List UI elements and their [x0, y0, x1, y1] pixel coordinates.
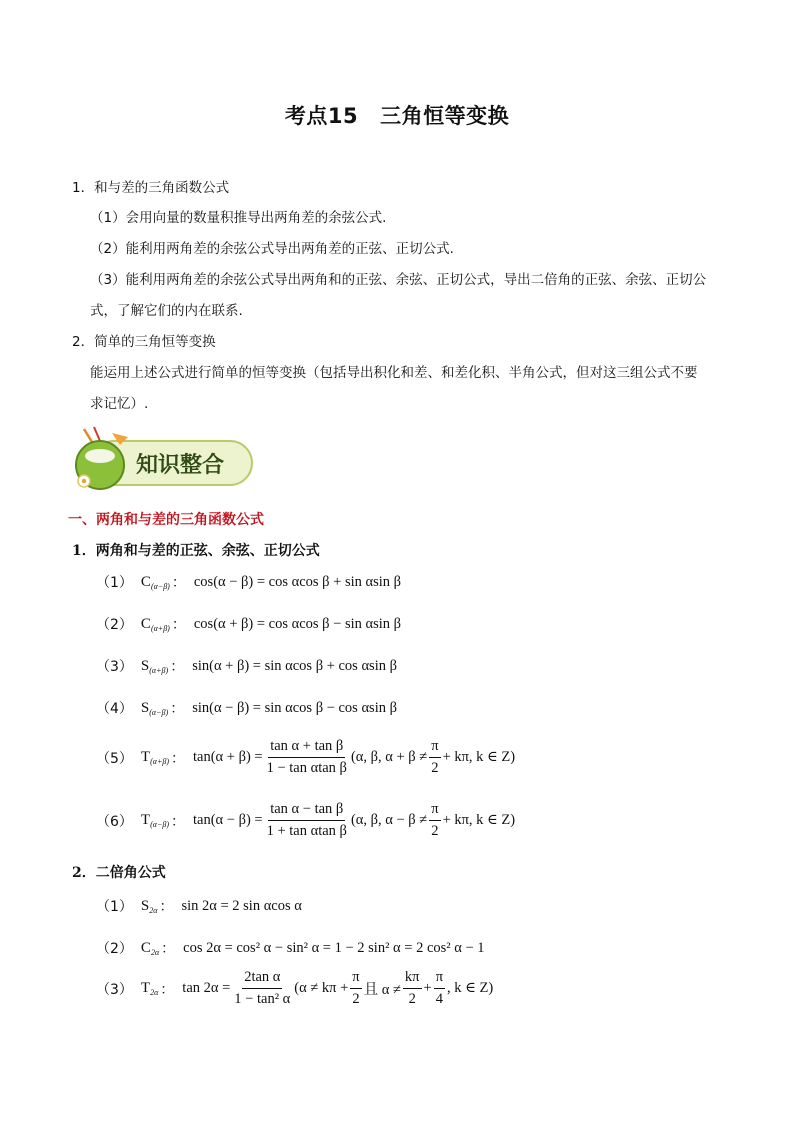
outline-heading-1: 1．和与差的三角函数公式: [72, 180, 230, 196]
fraction: $\frac{\pi}{4}$: [435, 969, 444, 1007]
title-main: 考点15: [284, 104, 359, 128]
outline-item: （1）会用向量的数量积推导出两角差的余弦公式.: [90, 210, 387, 226]
badge-label: 知识整合: [135, 453, 225, 478]
page-title: [0, 100, 794, 130]
outline-item: （2）能利用两角差的余弦公式导出两角差的正弦、正切公式.: [90, 241, 454, 257]
outline-item: 能运用上述公式进行简单的恒等变换（包括导出积化和差、和差化积、半角公式，但对这三组公式不要: [90, 365, 698, 381]
fraction: $\frac{\pi}{2}$: [352, 969, 360, 1007]
fraction: $\frac{\pi}{2}$: [431, 738, 439, 776]
fraction: $\frac{\pi}{2}$: [431, 801, 439, 839]
outline-item: 式，了解它们的内在联系.: [90, 303, 243, 319]
subsection-heading: 2．二倍角公式: [72, 865, 166, 881]
formula-expression: cos 2α = cos² α − sin² α = 1 − 2 sin² α = 2 cos² α − 1: [183, 939, 485, 956]
section-heading: 一、两角和与差的三角函数公式: [68, 512, 264, 528]
formula-row: （1） $C_{(\alpha-\beta)}$ ： cos(α − β) = cos αcos β + sin αsin β: [96, 573, 402, 591]
formula-expression: cos(α − β) = cos αcos β + sin αsin β: [193, 573, 402, 590]
fraction: $\frac{\text{tan α − tan β}}{\text{1 + tan αtan β}}$: [266, 801, 347, 839]
formula-expression: sin(α + β) = sin αcos β + cos αsin β: [192, 657, 397, 674]
formula-row: （2） $C_{2\alpha}$ ： cos 2α = cos² α − sin² α = 1 − 2 sin² α = 2 cos² α − 1: [96, 939, 485, 957]
knowledge-badge: [70, 425, 256, 491]
flower-icon: [78, 475, 90, 487]
fraction: $\frac{\text{tan α + tan β}}{\text{1 − tan αtan β}}$: [266, 738, 347, 776]
outline-item: 求记忆）.: [90, 396, 149, 412]
formula-row: （2） $C_{(\alpha+\beta)}$ ： cos(α + β) = cos αcos β − sin αsin β: [96, 615, 402, 633]
formula-expression: cos(α + β) = cos αcos β − sin αsin β: [193, 615, 402, 632]
fraction: $\frac{k\pi}{2}$: [404, 969, 420, 1007]
title-sub: 三角恒等变换: [380, 104, 510, 128]
outline-heading-2: 2．简单的三角恒等变换: [72, 334, 216, 350]
formula-row: （1） $S_{2\alpha}$ ： sin 2α = 2 sin αcos α: [96, 897, 302, 915]
formula-row: （3） $S_{(\alpha+\beta)}$ ： sin(α + β) = sin αcos β + cos αsin β: [96, 657, 397, 675]
formula-row: （3） $T_{2\alpha}$ ： tan 2α = $\frac{\text{2tan α}}{\text{1 − tan² α}}$ (α ≠ kπ + $\frac{\pi}{2}$ 且 α ≠ $\frac{k\pi}{2}$ + $\frac{\pi}{4}$ , k ∈ Z): [96, 969, 494, 1007]
coconut-flesh-icon: [85, 449, 115, 463]
formula-row: （5） $T_{(\alpha+\beta)}$ ： tan(α + β) = $\frac{\text{tan α + tan β}}{\text{1 − tan αtan β}}$ (α, β, α + β ≠ $\frac{\pi}{2}$ + kπ, k ∈ Z): [96, 738, 516, 776]
outline-item: （3）能利用两角差的余弦公式导出两角和的正弦、余弦、正切公式，导出二倍角的正弦、余弦、正切公: [90, 272, 707, 288]
formula-row: （6） $T_{(\alpha-\beta)}$ ： tan(α − β) = $\frac{\text{tan α − tan β}}{\text{1 + tan αtan β}}$ (α, β, α − β ≠ $\frac{\pi}{2}$ + kπ, k ∈ Z): [96, 801, 516, 839]
formula-expression: sin 2α = 2 sin αcos α: [181, 897, 302, 914]
fraction: $\frac{\text{2tan α}}{\text{1 − tan² α}}$: [234, 969, 291, 1007]
formula-row: （4） $S_{(\alpha-\beta)}$ ： sin(α − β) = sin αcos β − cos αsin β: [96, 699, 397, 717]
formula-expression: sin(α − β) = sin αcos β − cos αsin β: [192, 699, 397, 716]
subsection-heading: 1．两角和与差的正弦、余弦、正切公式: [72, 543, 320, 559]
